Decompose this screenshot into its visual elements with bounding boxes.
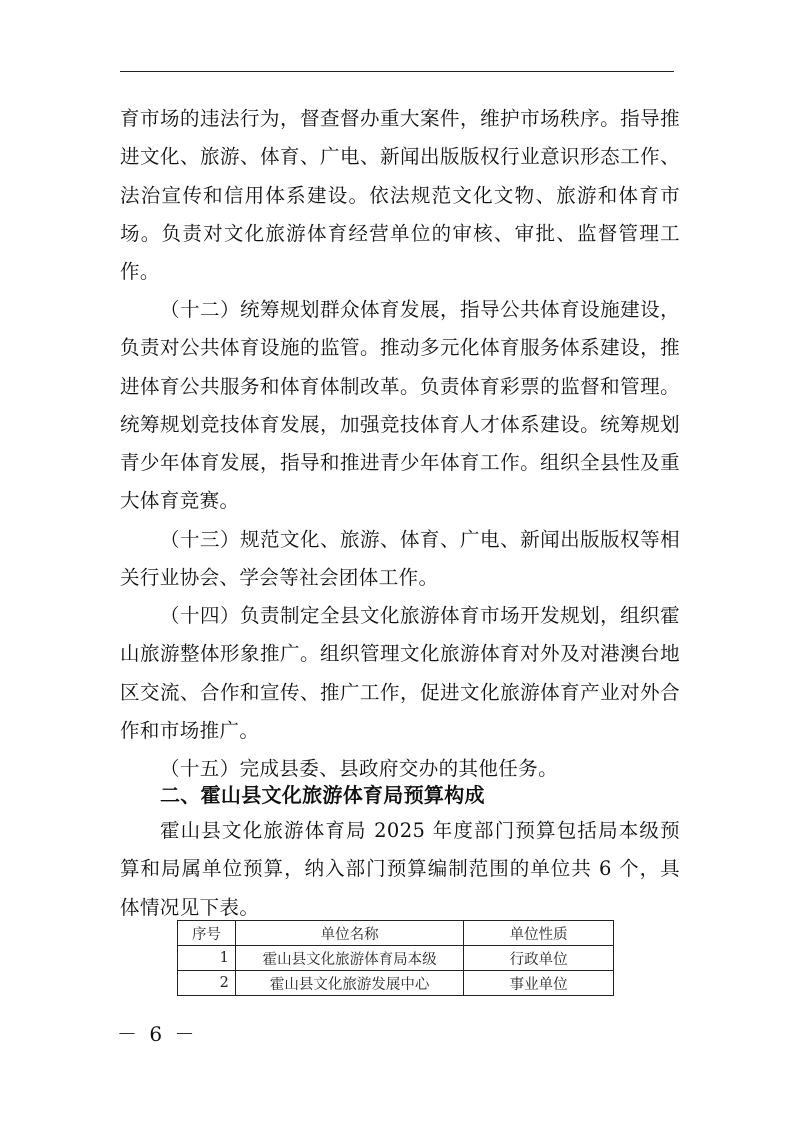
table-header-row (178, 921, 614, 946)
header-rule (120, 71, 674, 72)
section-heading: 二、霍山县文化旅游体育局预算构成 (160, 783, 485, 807)
body-paragraph-item-12: （十二）统筹规划群众体育发展，指导公共体育设施建设，负责对公共体育设施的监管。推动多元化体育服务体系建设，推进体育公共服务和体育体制改革。负责体育彩票的监督和管理。统筹规划竞技体育发展，加强竞技体育人才体系建设。统筹规划青少年体育发展，指导和推进青少年体育工作。组织全县性及重大体育竞赛。 (120, 298, 680, 513)
units-table (177, 920, 614, 996)
cell-serial: 2 (178, 971, 236, 996)
cell-unit-type: 行政单位 (464, 946, 614, 971)
body-paragraph-item-14: （十四）负责制定全县文化旅游体育市场开发规划，组织霍山旅游整体形象推广。组织管理文化旅游体育对外及对港澳台地区交流、合作和宣传、推广工作，促进文化旅游体育产业对外合作和市场推广。 (120, 604, 680, 742)
header-serial: 序号 (178, 921, 236, 946)
body-paragraph-item-15: （十五）完成县委、县政府交办的其他任务。 (160, 757, 559, 780)
header-unit-type: 单位性质 (464, 921, 614, 946)
cell-unit-name: 霍山县文化旅游体育局本级 (235, 946, 463, 971)
cell-unit-type: 事业单位 (464, 971, 614, 996)
cell-serial: 1 (178, 946, 236, 971)
table-row (178, 971, 614, 996)
body-paragraph-item-13: （十三）规范文化、旅游、体育、广电、新闻出版版权等相关行业协会、学会等社会团体工作。 (120, 528, 680, 590)
cell-unit-name: 霍山县文化旅游发展中心 (235, 971, 463, 996)
body-paragraph-budget: 霍山县文化旅游体育局 2025 年度部门预算包括局本级预算和局属单位预算，纳入部门预算编制范围的单位共 6 个，具体情况见下表。 (120, 819, 680, 919)
body-paragraph-1: 育市场的违法行为，督查督办重大案件，维护市场秩序。指导推进文化、旅游、体育、广电、新闻出版版权行业意识形态工作、法治宣传和信用体系建设。依法规范文化文物、旅游和体育市场。负责对文化旅游体育经营单位的审核、审批、监督管理工作。 (120, 107, 680, 284)
table-row (178, 946, 614, 971)
header-unit-name: 单位名称 (235, 921, 463, 946)
page-number: － 6 － (117, 1022, 198, 1046)
